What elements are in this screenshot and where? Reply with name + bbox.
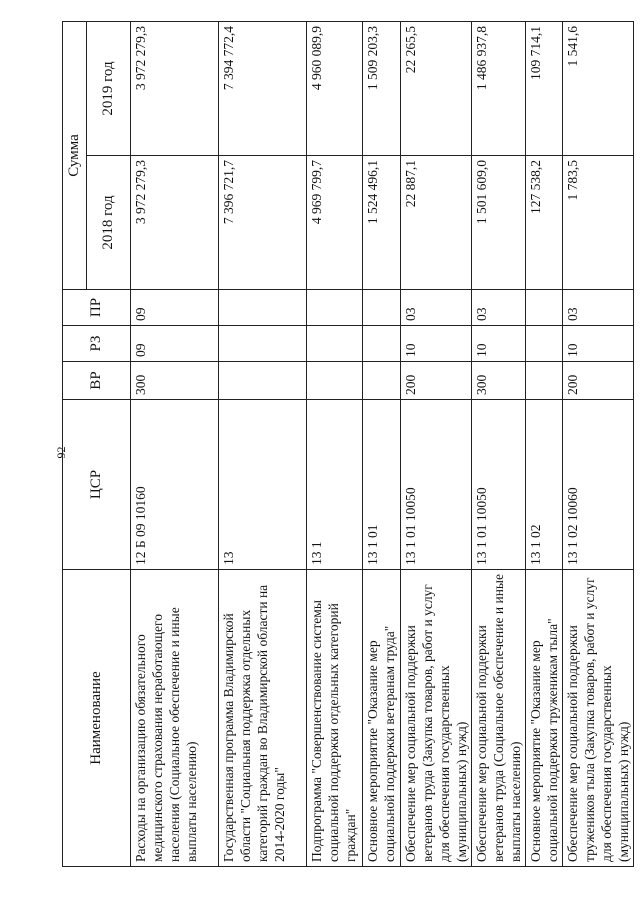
row-rz: 10 — [401, 326, 472, 362]
table-row — [526, 21, 563, 866]
row-csr: 13 1 01 10050 — [472, 400, 526, 570]
row-name: Основное мероприятие "Оказание мер социальной поддержки ветеранам труда" — [363, 570, 401, 867]
row-2018: 22 887,1 — [401, 156, 472, 290]
header-2019: 2019 год — [87, 21, 131, 155]
table-row — [219, 21, 307, 866]
row-csr: 13 1 01 — [363, 400, 401, 570]
row-csr: 13 1 02 10060 — [563, 400, 634, 570]
row-2019: 1 509 203,3 — [363, 21, 401, 155]
table-row — [131, 21, 219, 866]
row-csr: 13 — [219, 400, 307, 570]
row-csr: 13 1 — [307, 400, 363, 570]
row-vr: 200 — [563, 362, 634, 400]
table-row — [307, 21, 363, 866]
row-rz: 10 — [472, 326, 526, 362]
budget-table — [62, 21, 634, 867]
header-rz: РЗ — [63, 326, 131, 362]
row-2019: 4 960 089,9 — [307, 21, 363, 155]
row-2019: 3 972 279,3 — [131, 21, 219, 155]
row-2019: 7 394 772,4 — [219, 21, 307, 155]
header-2018: 2018 год — [87, 156, 131, 290]
row-vr: 200 — [401, 362, 472, 400]
row-2018: 1 524 496,1 — [363, 156, 401, 290]
row-csr: 13 1 02 — [526, 400, 563, 570]
row-rz: 10 — [563, 326, 634, 362]
row-2018: 3 972 279,3 — [131, 156, 219, 290]
row-rz: 09 — [131, 326, 219, 362]
row-csr: 12 Б 09 10160 — [131, 400, 219, 570]
row-csr: 13 1 01 10050 — [401, 400, 472, 570]
table-row — [363, 21, 401, 866]
table-row — [472, 21, 526, 866]
row-name: Обеспечение мер социальной поддержки ветеранов труда (Социальное обеспечение и иные выплаты населению) — [472, 570, 526, 867]
row-vr — [526, 362, 563, 400]
row-vr: 300 — [131, 362, 219, 400]
row-pr — [307, 290, 363, 326]
row-name: Расходы на организацию обязательного медицинского страхования неработающего населения (Социальное обеспечение и иные выплаты населению) — [131, 570, 219, 867]
header-vr: ВР — [63, 362, 131, 400]
row-vr: 300 — [472, 362, 526, 400]
row-2018: 1 783,5 — [563, 156, 634, 290]
row-rz — [363, 326, 401, 362]
row-name: Обеспечение мер социальной поддержки тружеников тыла (Закупка товаров, работ и услуг для обеспечения государственных (муниципальных) нужд) — [563, 570, 634, 867]
page-number: 92 — [54, 446, 68, 459]
row-pr: 03 — [472, 290, 526, 326]
row-2018: 1 501 609,0 — [472, 156, 526, 290]
row-pr: 03 — [401, 290, 472, 326]
row-2019: 1 541,6 — [563, 21, 634, 155]
row-name: Государственная программа Владимирской области "Социальная поддержка отдельных категорий граждан во Владимирской области на 2014-2020 годы" — [219, 570, 307, 867]
row-rz — [219, 326, 307, 362]
row-pr — [363, 290, 401, 326]
row-vr — [219, 362, 307, 400]
row-vr — [363, 362, 401, 400]
row-name: Обеспечение мер социальной поддержки ветеранов труда (Закупка товаров, работ и услуг для обеспечения государственных (муниципальных) нужд) — [401, 570, 472, 867]
row-pr — [219, 290, 307, 326]
row-pr: 03 — [563, 290, 634, 326]
row-rz — [526, 326, 563, 362]
row-2019: 109 714,1 — [526, 21, 563, 155]
row-2018: 4 969 799,7 — [307, 156, 363, 290]
table-row — [401, 21, 472, 866]
row-vr — [307, 362, 363, 400]
row-2018: 7 396 721,7 — [219, 156, 307, 290]
header-name: Наименование — [63, 570, 131, 867]
table-row — [563, 21, 634, 866]
row-2019: 22 265,5 — [401, 21, 472, 155]
row-name: Основное мероприятие "Оказание мер социальной поддержки труженикам тыла" — [526, 570, 563, 867]
row-2018: 127 538,2 — [526, 156, 563, 290]
header-pr: ПР — [63, 290, 131, 326]
row-pr: 09 — [131, 290, 219, 326]
row-rz — [307, 326, 363, 362]
header-csr: ЦСР — [63, 400, 131, 570]
header-sum: Сумма — [63, 21, 87, 289]
row-pr — [526, 290, 563, 326]
row-2019: 1 486 937,8 — [472, 21, 526, 155]
row-name: Подпрограмма "Совершенствование системы социальной поддержки отдельных категорий граждан" — [307, 570, 363, 867]
